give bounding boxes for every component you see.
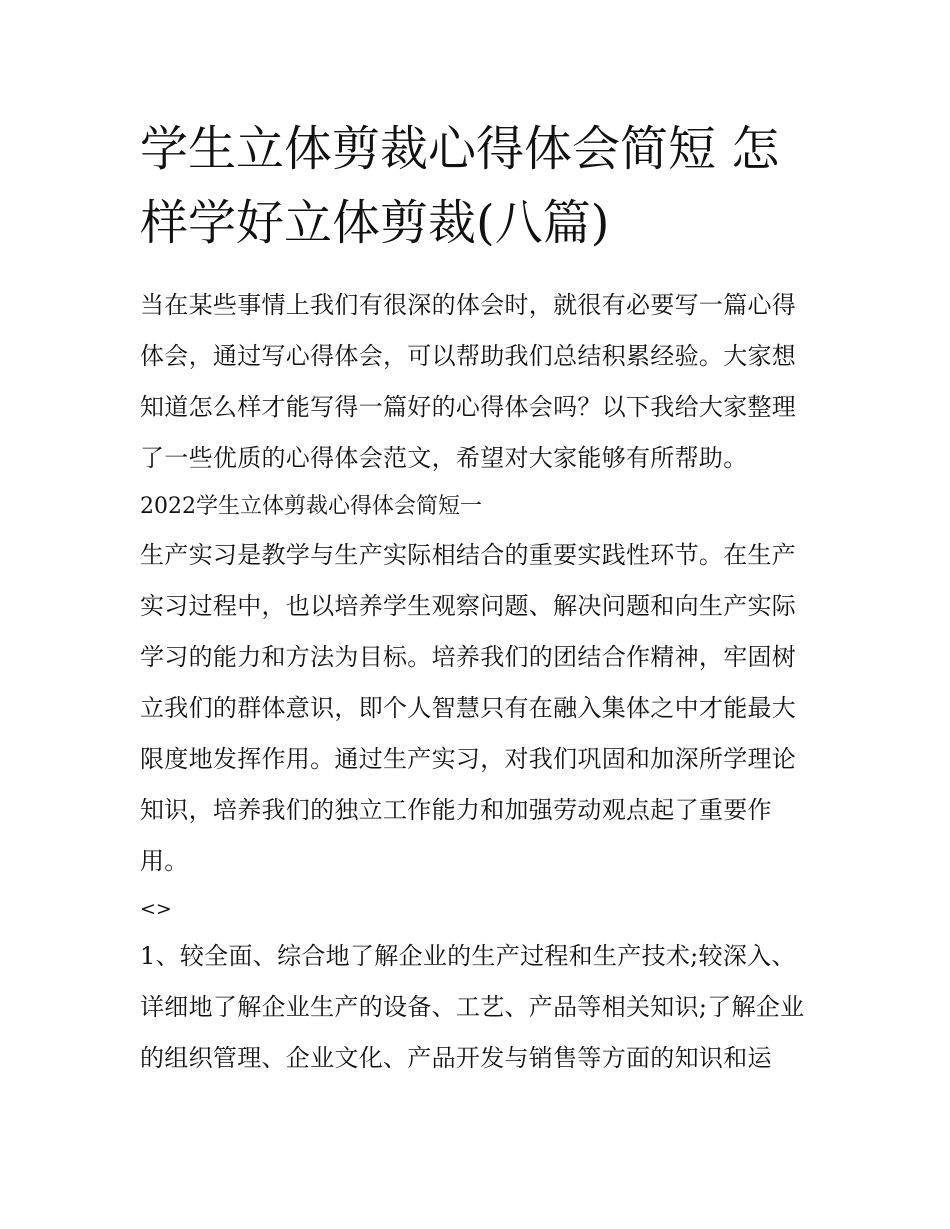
section-paragraph: 生产实习是教学与生产实际相结合的重要实践性环节。在生产实习过程中，也以培养学生观察问题、解决问题和向生产实际学习的能力和方法为目标。培养我们的团结合作精神，牢固树立我们的群体意识，即个人智慧只有在融入集体之中才能最大限度地发挥作用。通过生产实习，对我们巩固和加深所学理论知识，培养我们的独立工作能力和加强劳动观点起了重要作用。: [140, 541, 797, 875]
document-title: 学生立体剪裁心得体会简短 怎样学好立体剪裁(八篇): [140, 121, 780, 251]
document-body: [140, 280, 820, 1084]
list-item-1: 1、较全面、综合地了解企业的生产过程和生产技术;较深入、详细地了解企业生产的设备、工艺、产品等相关知识;了解企业的组织管理、企业文化、产品开发与销售等方面的知识和运: [140, 942, 805, 1072]
intro-paragraph: 当在某些事情上我们有很深的体会时，就很有必要写一篇心得体会，通过写心得体会，可以帮助我们总结积累经验。大家想知道怎么样才能写得一篇好的心得体会吗？以下我给大家整理了一些优质的心得体会范文，希望对大家能够有所帮助。: [140, 291, 797, 472]
placeholder-marker: <>: [140, 898, 172, 920]
section-heading: 2022学生立体剪裁心得体会简短一: [140, 494, 482, 519]
